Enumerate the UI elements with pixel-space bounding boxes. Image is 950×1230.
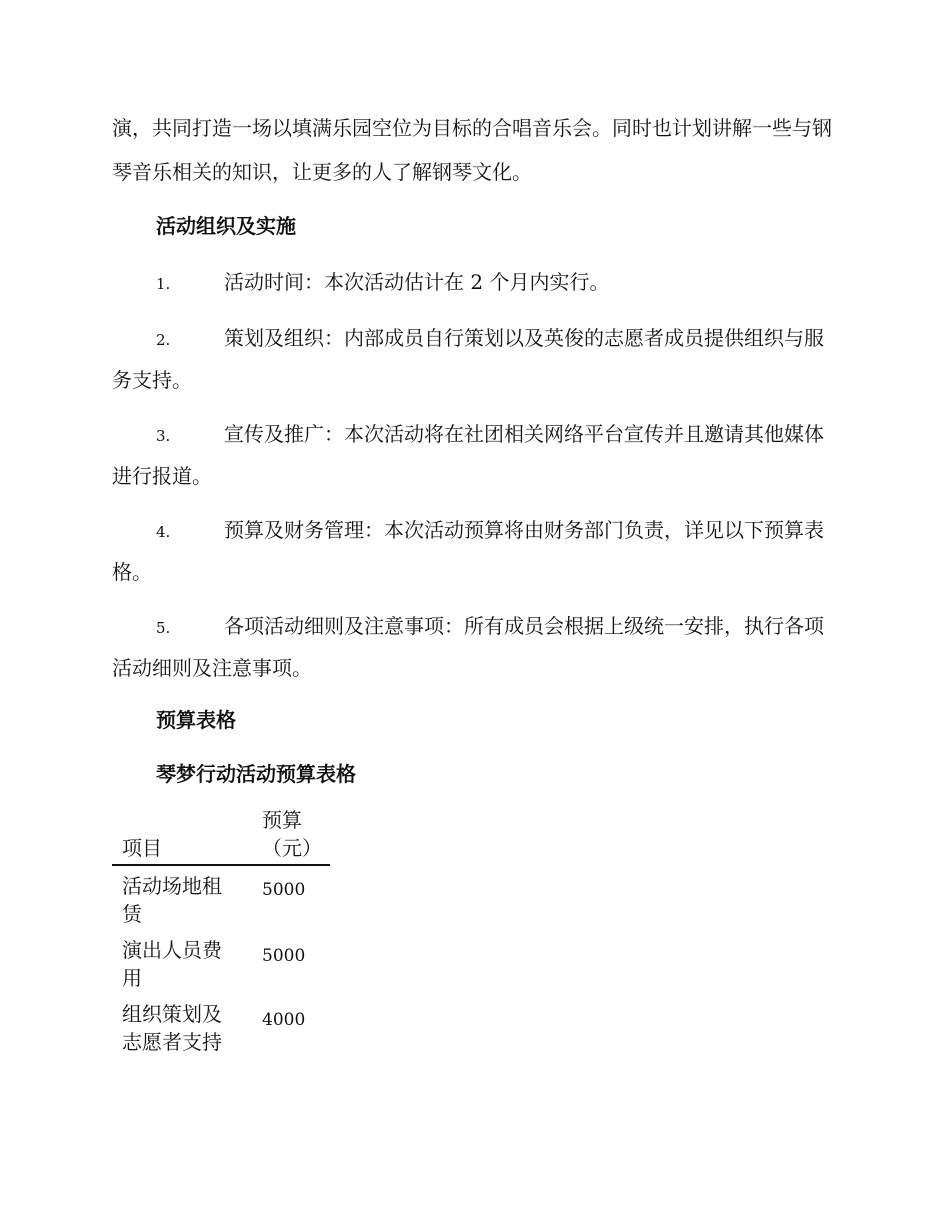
table-title: 琴梦行动活动预算表格: [156, 762, 356, 786]
list-item: [112, 318, 832, 400]
table-cell-item-text: 活动场地租赁: [122, 874, 222, 926]
table-header-budget-label: 预算（元）: [262, 808, 322, 860]
section-title-budget: 预算表格: [156, 708, 236, 732]
list-item-number: 3.: [156, 427, 171, 445]
table-cell-item-text: 组织策划及志愿者支持: [122, 1002, 222, 1054]
list-item-text: 宣传及推广：本次活动将在社团相关网络平台宣传并且邀请其他媒体进行报道。: [112, 422, 824, 488]
list-item-text: 活动时间：本次活动估计在 2 个月内实行。: [224, 270, 610, 294]
table-row: [112, 932, 330, 996]
table-cell-budget: 5000: [262, 880, 306, 900]
table-cell-budget: 5000: [262, 946, 306, 966]
intro-paragraph: 演，共同打造一场以填满乐园空位为目标的合唱音乐会。同时也计划讲解一些与钢琴音乐相关的知识，让更多的人了解钢琴文化。: [112, 116, 832, 184]
table-header-budget: [262, 806, 330, 865]
list-item-number: 5.: [156, 619, 171, 637]
list-item: [112, 510, 832, 592]
table-cell-item: [112, 865, 262, 932]
list-item-text: 各项活动细则及注意事项：所有成员会根据上级统一安排，执行各项活动细则及注意事项。: [112, 614, 824, 680]
table-row: [112, 865, 330, 932]
table-header-row: [112, 806, 330, 865]
document-page: [112, 106, 832, 1060]
list-item: [112, 262, 832, 304]
section-title-organization: 活动组织及实施: [156, 214, 296, 238]
table-row: [112, 996, 330, 1060]
list-item-number: 2.: [156, 331, 171, 349]
list-item-number: 4.: [156, 523, 171, 541]
table-header-item: 项目: [112, 806, 262, 865]
list-item-text: 策划及组织：内部成员自行策划以及英俊的志愿者成员提供组织与服务支持。: [112, 326, 824, 392]
list-item: [112, 606, 832, 688]
table-cell-item: [112, 996, 262, 1060]
table-cell-item-text: 演出人员费用: [122, 938, 222, 990]
budget-table: [112, 806, 330, 1060]
list-item-number: 1.: [156, 275, 171, 293]
table-cell-item: [112, 932, 262, 996]
table-cell-budget: 4000: [262, 1010, 306, 1030]
list-item-text: 预算及财务管理：本次活动预算将由财务部门负责，详见以下预算表格。: [112, 518, 824, 584]
list-item: [112, 414, 832, 496]
